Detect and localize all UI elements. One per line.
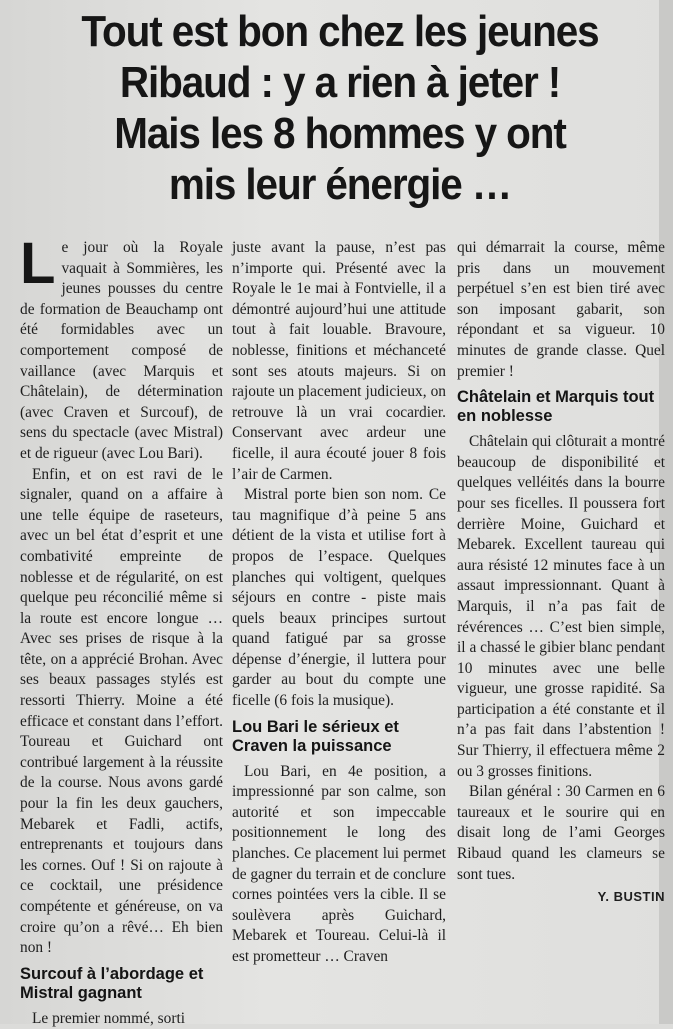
- drop-cap: L: [20, 231, 56, 296]
- paragraph: [20, 231, 223, 465]
- paragraph: Lou Bari, en 4e position, a impressionné par son calme, son autorité et son impeccable positionnement le long des planches. Ce placement lui permet de gagner du terrain et de conclure cornes pointées vers la cible. Il se soulèvera après Guichard, Mebarek et Toureau. Celui-là il est prometteur … Craven: [232, 762, 446, 965]
- article-headline: [36, 6, 643, 210]
- article-column-3: [457, 238, 665, 908]
- paragraph: qui démarrait la course, même pris dans un mouvement perpétuel s’en est bien tiré avec son imposant gabarit, son répondant et sa vigueur. 10 minutes de grande classe. Quel premier !: [457, 239, 665, 380]
- headline-line: mis leur énergie …: [168, 160, 512, 209]
- paragraph: Le premier nommé, sorti: [32, 1009, 186, 1027]
- paragraph: Mistral porte bien son nom. Ce tau magnifique d’à peine 5 ans détient de la vista et utilise fort à propos de l’espace. Quelques planches qui voltigent, quelques séjours en contre - piste mais quels beaux principes surtout quand fatigué par sa grosse dépense d’énergie, il luttera pour garder au bout du compte une ficelle (6 fois la musique).: [232, 486, 446, 710]
- paragraph: juste avant la pause, n’est pas n’importe qui. Présenté avec la Royale le 1e mai à Fontvielle, il a démontré aujourd’hui une attitude tout à fait louable. Bravoure, noblesse, finitions et méchanceté sont ses atouts majeurs. Si on rajoute un placement judicieux, on retrouve là un vrai cocardier. Conservant avec ardeur une ficelle, il aura écouté jouer 8 fois l’air de Carmen.: [232, 239, 446, 483]
- paragraph: Enfin, et on est ravi de le signaler, quand on a affaire à une telle équipe de raseteurs, avec un bel état d’esprit et une combativité empreinte de noblesse et de régularité, on est quelque peu réconcilié même si la route est encore longue … Avec ses prises de risque à la tête, on a apprécié Brohan. Avec ses beaux passages stylés est ressorti Thierry. Moine a été efficace et constant dans l’effort. Toureau et Guichard ont contribué largement à la réussite de la course. Nous avons gardé pour la fin les deux gauchers, Mebarek et Fadli, actifs, entreprenants et toujours dans les cornes. Ouf ! Si on rajoute à ce cocktail, une présidence compétente et généreuse, on va croire qu’on a rêvé… Eh bien non !: [20, 465, 223, 957]
- headline-line: Ribaud : y a rien à jeter !: [119, 58, 561, 107]
- paragraph: Châtelain qui clôturait a montré beaucoup de disponibilité et quelques velléités dans la bourre pour ses ficelles. Il poussera fort derrière Moine, Guichard et Mebarek. Excellent taureau qui aura résisté 12 minutes face à un assaut impressionnant. Quant à Marquis, il n’a pas fait de révérences … C’est bien simple, il a chassé le gibier blanc pendant 10 minutes avec une belle vigueur, une grosse rapidité. Sa participation a été constante et il n’a pas fait dans l’abstention ! Sur Thierry, il effectuera même 2 ou 3 grosses finitions.: [457, 433, 665, 780]
- headline-line: Mais les 8 hommes y ont: [114, 109, 566, 158]
- article-column-1: [20, 231, 223, 1029]
- headline-line: Tout est bon chez les jeunes: [81, 7, 599, 56]
- section-subheading: Surcouf à l’abordage et Mistral gagnant: [20, 964, 204, 1002]
- author-signature: Y. BUSTIN: [597, 889, 665, 905]
- article-column-2: [232, 238, 446, 968]
- section-subheading: Lou Bari le sérieux et Craven la puissance: [232, 717, 399, 755]
- paragraph-text: e jour où la Royale vaquait à Sommières, les jeunes pousses du centre de formation de Beauchamp ont été formidables avec un comportement composé de vaillance (avec Marquis et Châtelain), de détermination (avec Craven et Surcouf), de sens du spectacle (avec Mistral) et de rigueur (avec Lou Bari).: [20, 239, 223, 462]
- section-subheading: Châtelain et Marquis tout en noblesse: [457, 388, 655, 426]
- paragraph: Bilan général : 30 Carmen en 6 taureaux et le sourire qui en disait long de l’ami Georges Ribaud quand les clameurs se sont tues.: [457, 783, 665, 883]
